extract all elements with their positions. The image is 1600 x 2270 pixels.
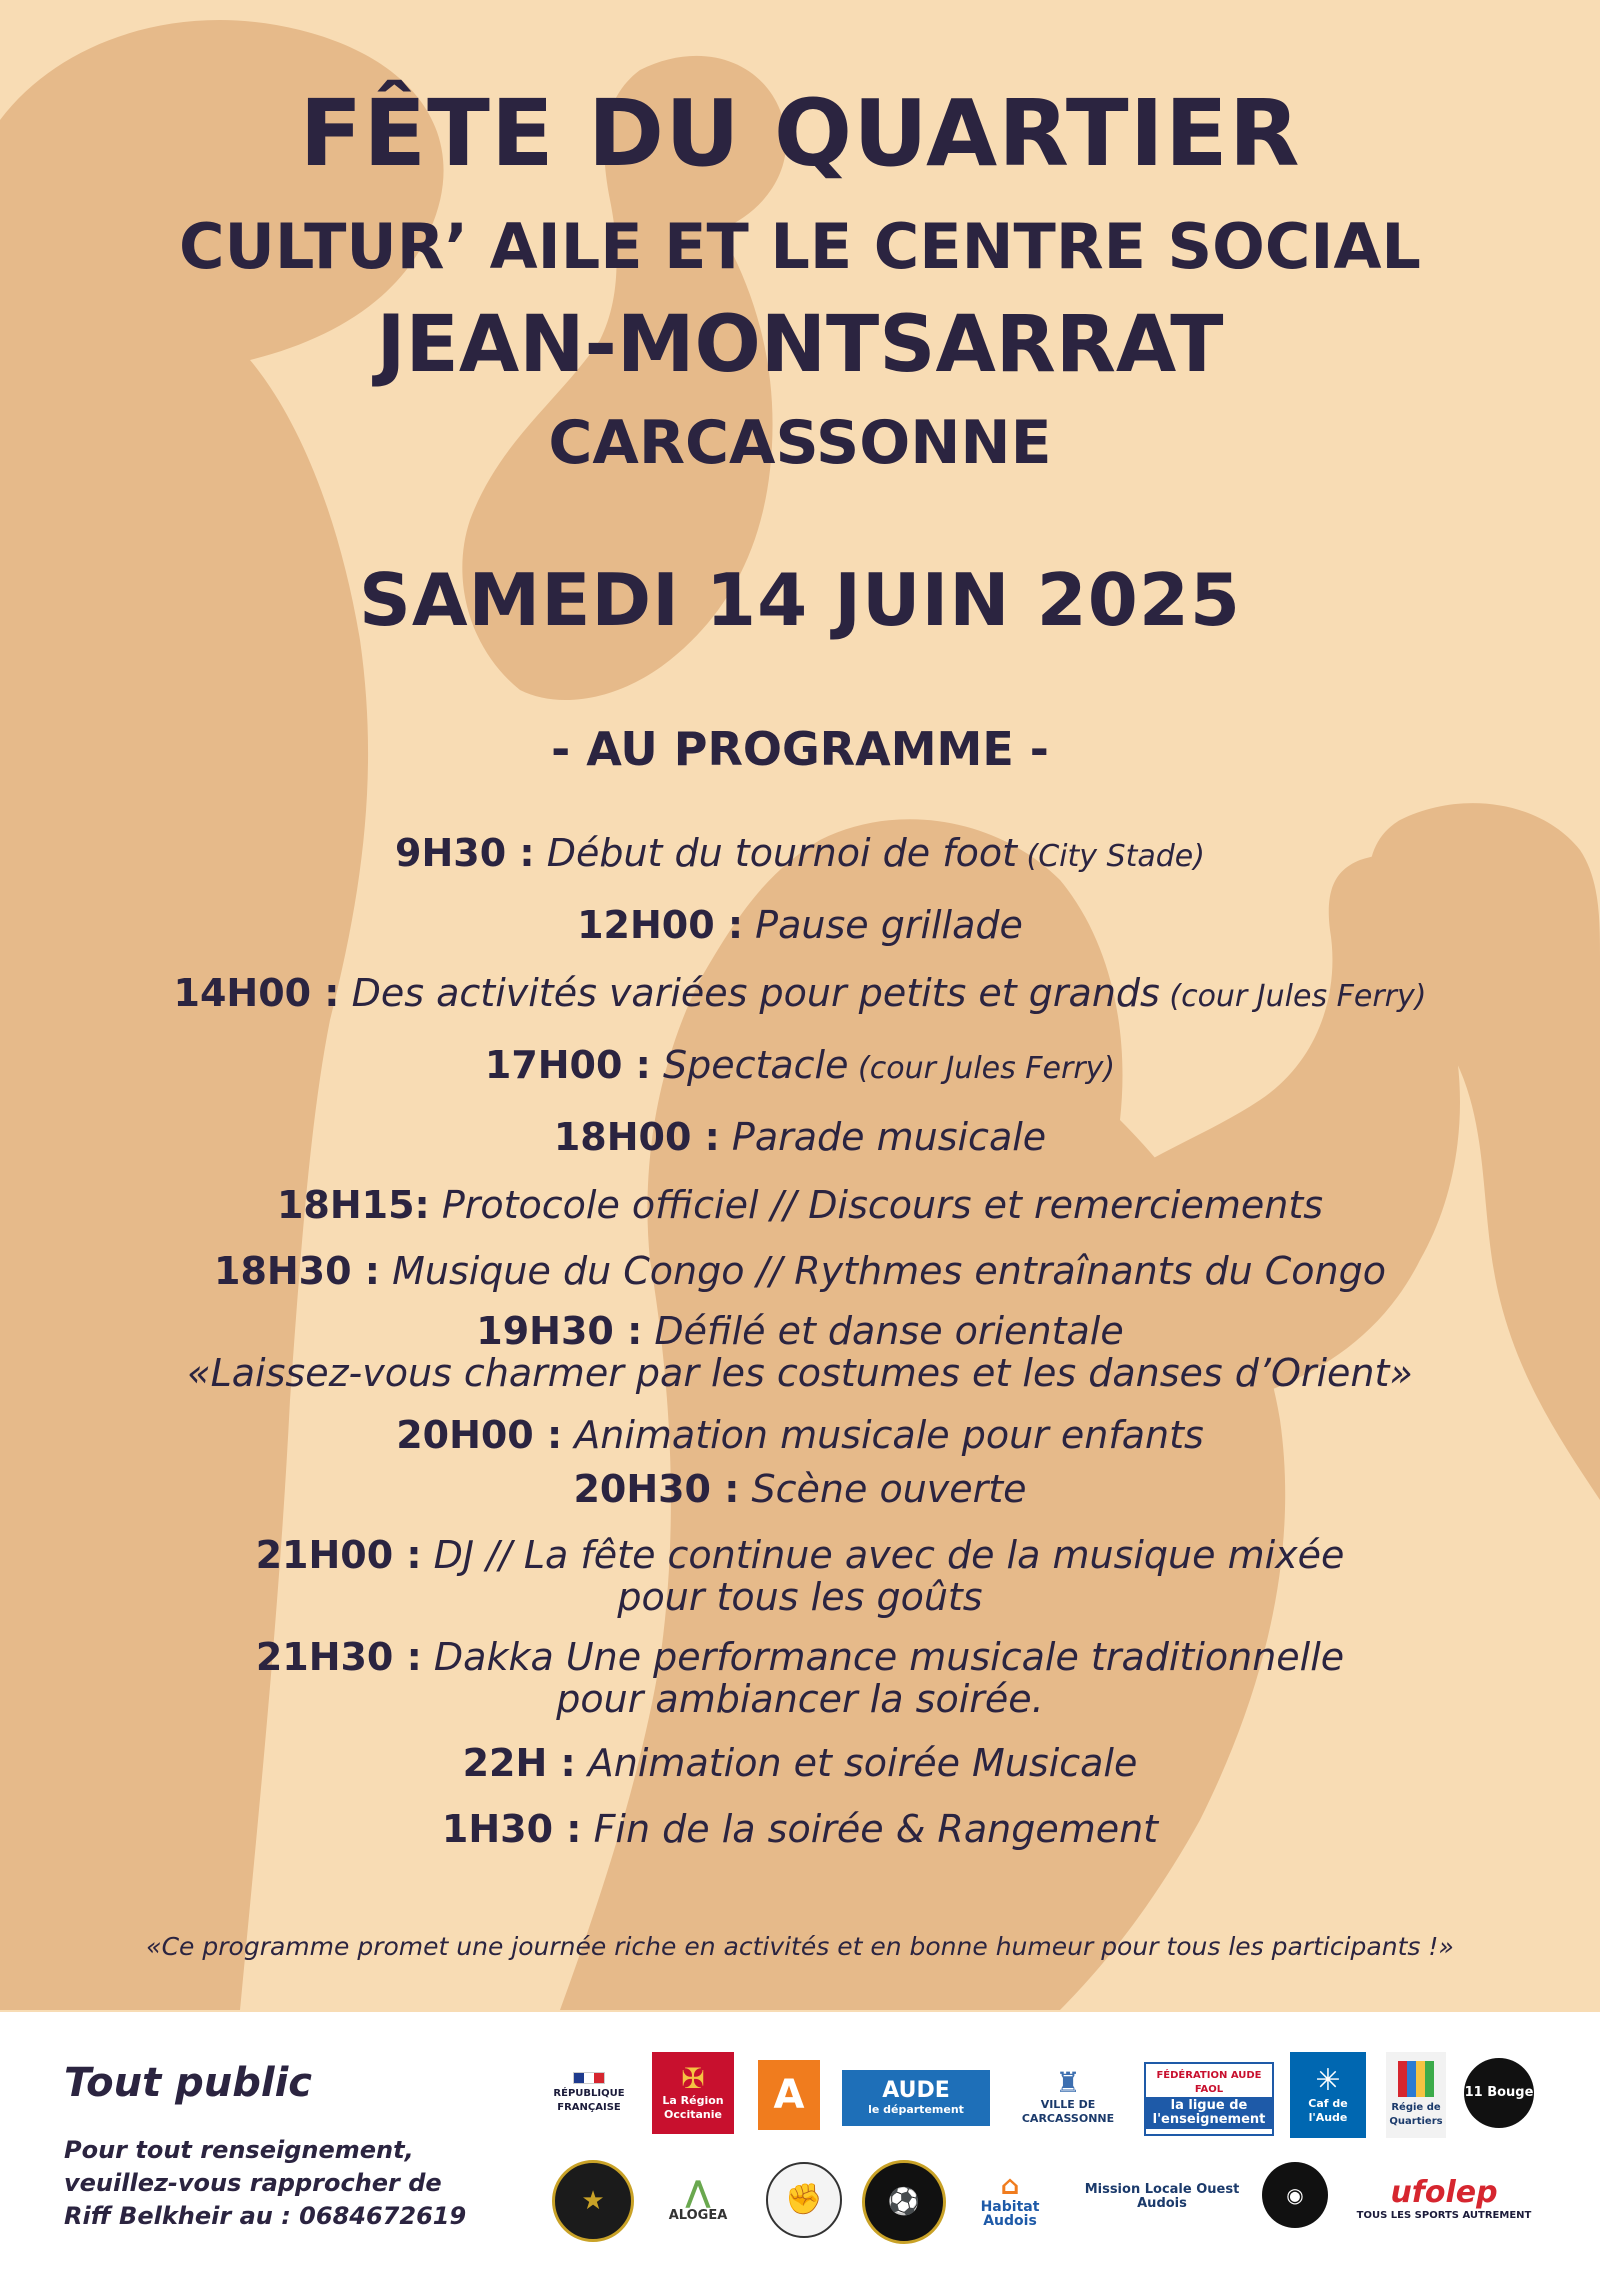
schedule-description: Protocole officiel // Discours et remerciements bbox=[429, 1183, 1324, 1227]
schedule-description: Scène ouverte bbox=[739, 1467, 1027, 1511]
schedule-description: Animation musicale pour enfants bbox=[562, 1413, 1204, 1457]
schedule-time: 18H00 : bbox=[553, 1115, 720, 1159]
circle-partner-logo: ◉ bbox=[1262, 2162, 1328, 2228]
schedule-description: Spectacle bbox=[650, 1043, 849, 1087]
closing-quote: «Ce programme promet une journée riche en activités et en bonne humeur pour tous les participants !» bbox=[146, 1932, 1454, 1961]
schedule-description: Dakka Une performance musicale traditionnelle bbox=[421, 1635, 1345, 1679]
schedule-location: (cour Jules Ferry) bbox=[848, 1051, 1116, 1086]
caf-aude-logo: ✳ Caf de l'Aude bbox=[1290, 2052, 1366, 2138]
schedule-time: 21H30 : bbox=[255, 1635, 422, 1679]
schedule-item bbox=[0, 1182, 1600, 1228]
schedule-detail: pour ambiancer la soirée. bbox=[556, 1677, 1044, 1721]
ligue-enseignement-logo: FÉDÉRATION AUDE FAOL la ligue de l'enseignement bbox=[1144, 2062, 1274, 2136]
onze-bouge-logo: 11 Bouge bbox=[1464, 2058, 1534, 2128]
schedule-item bbox=[0, 1310, 1600, 1394]
aude-departement-logo: AUDE le département bbox=[842, 2070, 990, 2126]
schedule-time: 17H00 : bbox=[484, 1043, 651, 1087]
schedule-description: Des activités variées pour petits et grands bbox=[339, 971, 1160, 1015]
schedule-time: 1H30 : bbox=[441, 1807, 582, 1851]
schedule-time: 18H15: bbox=[276, 1183, 430, 1227]
schedule-time: 9H30 : bbox=[395, 831, 535, 875]
schedule-location: (City Stade) bbox=[1016, 839, 1205, 874]
schedule-description: Animation et soirée Musicale bbox=[575, 1741, 1138, 1785]
footer bbox=[0, 2012, 1600, 2270]
poster-subtitle-center: JEAN-MONTSARRAT bbox=[376, 300, 1224, 390]
aude-a-logo: A bbox=[758, 2060, 820, 2130]
event-date: SAMEDI 14 JUIN 2025 bbox=[358, 558, 1242, 642]
schedule-item bbox=[0, 902, 1600, 948]
occitanie-logo: ✠ La Région Occitanie bbox=[652, 2052, 734, 2134]
schedule-item bbox=[0, 1806, 1600, 1852]
schedule-time: 20H00 : bbox=[396, 1413, 563, 1457]
schedule-description: Début du tournoi de foot bbox=[534, 831, 1017, 875]
schedule-item bbox=[0, 1636, 1600, 1720]
schedule-item bbox=[0, 1466, 1600, 1512]
association-badge-logo: ★ bbox=[552, 2160, 634, 2242]
schedule-item bbox=[0, 1042, 1600, 1092]
schedule-item bbox=[0, 1114, 1600, 1160]
contact-line: Pour tout renseignement, bbox=[64, 2136, 414, 2164]
schedule-item bbox=[0, 1248, 1600, 1294]
schedule-location: (cour Jules Ferry) bbox=[1159, 979, 1427, 1014]
ville-carcassonne-logo: ♜ VILLE DE CARCASSONNE bbox=[1021, 2066, 1115, 2125]
mission-locale-logo: Mission Locale Ouest Audois bbox=[1084, 2182, 1240, 2211]
karate-club-logo: ✊ bbox=[766, 2162, 842, 2238]
schedule-item bbox=[0, 830, 1600, 880]
football-club-logo: ⚽ bbox=[862, 2160, 946, 2244]
schedule-time: 22H : bbox=[462, 1741, 576, 1785]
schedule-detail: «Laissez-vous charmer par les costumes et les danses d’Orient» bbox=[187, 1351, 1413, 1395]
schedule-description: DJ // La fête continue avec de la musique mixée bbox=[421, 1533, 1345, 1577]
contact-phone: Riff Belkheir au : 0684672619 bbox=[64, 2202, 467, 2230]
habitat-audois-logo: ⌂ Habitat Audois bbox=[980, 2171, 1040, 2229]
contact-line: veuillez-vous rapprocher de bbox=[64, 2169, 442, 2197]
program-heading: - AU PROGRAMME - bbox=[551, 722, 1049, 776]
schedule-description: Musique du Congo // Rythmes entraînants du Congo bbox=[380, 1249, 1386, 1293]
poster-title: FÊTE DU QUARTIER bbox=[299, 80, 1301, 187]
schedule-time: 18H30 : bbox=[214, 1249, 380, 1293]
audience-label: Tout public bbox=[64, 2060, 313, 2106]
schedule-time: 19H30 : bbox=[476, 1309, 643, 1353]
republique-francaise-logo: RÉPUBLIQUE FRANÇAISE bbox=[548, 2062, 630, 2124]
schedule-item bbox=[0, 970, 1600, 1020]
schedule-description: Pause grillade bbox=[743, 903, 1023, 947]
poster-city: CARCASSONNE bbox=[548, 408, 1052, 478]
schedule-description: Défilé et danse orientale bbox=[642, 1309, 1124, 1353]
alogea-logo: ⋀ ALOGEA bbox=[668, 2175, 728, 2223]
schedule-item bbox=[0, 1740, 1600, 1786]
schedule-list bbox=[0, 830, 1600, 1852]
schedule-time: 21H00 : bbox=[255, 1533, 422, 1577]
ufolep-logo: ufolep TOUS LES SPORTS AUTREMENT bbox=[1356, 2175, 1532, 2221]
schedule-time: 12H00 : bbox=[577, 903, 744, 947]
poster-subtitle-organizers: CULTUR’ AILE ET LE CENTRE SOCIAL bbox=[179, 210, 1421, 283]
schedule-time: 14H00 : bbox=[173, 971, 340, 1015]
schedule-detail: pour tous les goûts bbox=[617, 1575, 983, 1619]
schedule-item bbox=[0, 1412, 1600, 1458]
schedule-item bbox=[0, 1534, 1600, 1618]
schedule-description: Parade musicale bbox=[719, 1115, 1047, 1159]
contact-info bbox=[64, 2134, 466, 2233]
regie-quartiers-logo: Régie de Quartiers bbox=[1386, 2052, 1446, 2138]
schedule-time: 20H30 : bbox=[573, 1467, 740, 1511]
schedule-description: Fin de la soirée & Rangement bbox=[581, 1807, 1159, 1851]
